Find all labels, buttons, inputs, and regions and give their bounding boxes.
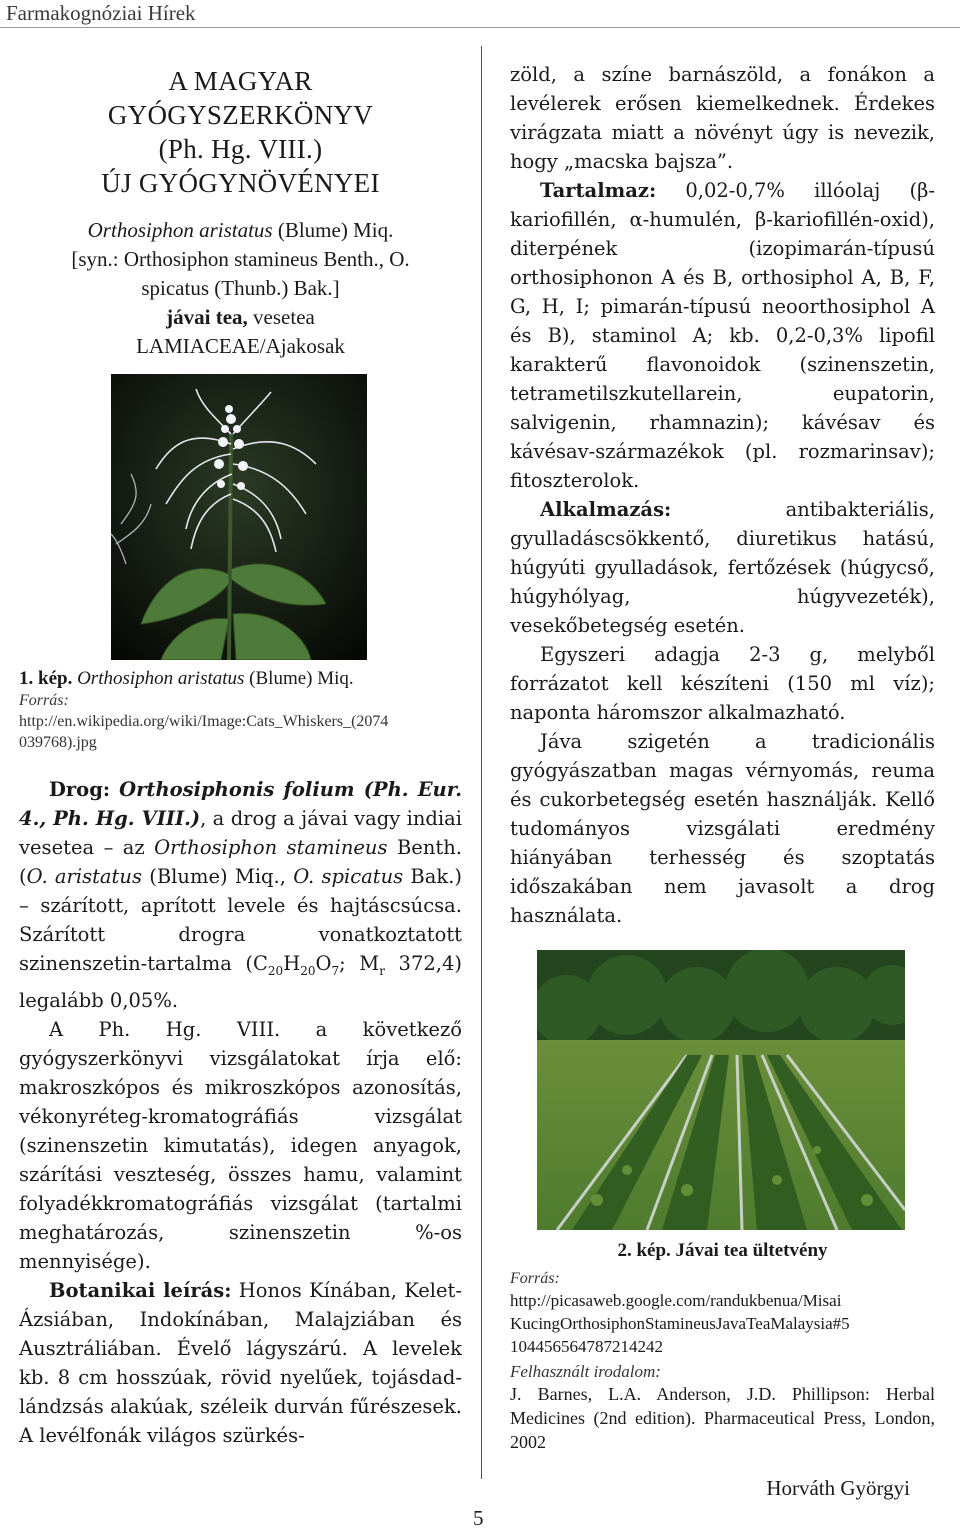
title-line: A MAGYAR — [168, 66, 313, 96]
title-line: ÚJ GYÓGYNÖVÉNYEI — [101, 168, 380, 198]
drug-paragraph — [19, 775, 462, 1015]
figure-1-caption — [19, 668, 462, 690]
usage-paragraph — [510, 495, 935, 640]
figure-1-source — [19, 690, 462, 753]
figure-1-author: (Blume) Miq. — [249, 668, 354, 689]
common-name: jávai tea, — [166, 305, 248, 329]
formula-o: O — [315, 952, 332, 975]
drug-text: Benth. ( — [19, 836, 462, 888]
figure-2-source — [510, 1266, 935, 1358]
pharmacopoeia-paragraph: A Ph. Hg. VIII. a következő gyógyszerkönyvi vizsgálatokat írja elő: makroszkópos és mikroszkópos azonosítás, vékonyréteg-kromatográfiás vizsgálat (szinenszetin kimutatás), idegen anyagok, szárítási veszteség, összes hamu, valamint folyadékkromatográfiás vizsgálat (tartalmi meghatározás, szinenszetin %-os mennyisége). — [19, 1017, 462, 1273]
drug-species: Orthosiphon stamineus — [154, 836, 388, 859]
contents-text: 0,02-0,7% illóolaj (β-kariofillén, α-humulén, β-kariofillén-oxid), diterpének (izopimarán-típusú orthosiphonon A és B, orthosiphol A, B, F, G, H, I; pimarán-típusú neoorthosiphol A és B), staminol A; kb. 0,2-0,3% lipofil karakterű flavonoidok (szinenszetin, tetrametilszkutellarein, eupatorin, salvigenin, rhamnazin); kávésav és kávésav-származékok (pl. rozmarinsav); fitoszterolok. — [510, 179, 935, 492]
plant-latin-name: Orthosiphon aristatus — [87, 218, 273, 242]
running-header — [0, 0, 960, 27]
figure-2-caption: 2. kép. Jávai tea ültetvény — [617, 1240, 828, 1261]
figure-1-label: 1. kép. — [19, 668, 73, 689]
drug-species: O. spicatus — [293, 865, 404, 888]
formula-sub: r — [379, 963, 385, 978]
java-paragraph: Jáva szigetén a tradicionális gyógyászatban magas vérnyomás, reuma és cukorbetegség esetén használják. Kellő tudományos vizsgálati eredmény hiányában terhesség és szoptatás időszakában nem javasolt a drog használata. — [510, 730, 935, 927]
source-label: Forrás: — [510, 1270, 560, 1287]
page-number: 5 — [473, 1506, 484, 1530]
figure-1-species: Orthosiphon aristatus — [77, 668, 245, 689]
plant-reference — [19, 216, 462, 361]
drug-label: Drog: — [49, 778, 120, 801]
drug-text: Bak.) – szárított, aprított levele és hajtáscsúcsa. Szárított drogra vonatkoztatott szinenszetin-tartalma (C — [19, 865, 463, 975]
title-line: (Ph. Hg. VIII.) — [158, 134, 323, 164]
formula-sub: 7 — [331, 963, 340, 978]
formula-h: H — [283, 952, 301, 975]
usage-label: Alkalmazás: — [540, 498, 672, 521]
header-rule — [0, 27, 960, 28]
source-label: Forrás: — [19, 692, 69, 709]
drug-text: (Blume) Miq., — [141, 865, 294, 888]
plant-family: LAMIACEAE/Ajakosak — [136, 334, 345, 358]
journal-title: Farmakognóziai Hírek — [6, 1, 196, 25]
synonyms-line: spicatus (Thunb.) Bak.] — [141, 276, 340, 300]
botanical-continued: zöld, a színe barnászöld, a fonákon a levélerek erősen kiemelkednek. Érdekes virágzata miatt a növényt úgy is nevezik, hogy „macska bajsza”. — [510, 63, 935, 173]
source-url: 039768).jpg — [19, 734, 97, 751]
literature-heading: Felhasznált irodalom: — [510, 1362, 661, 1381]
botanical-text: Honos Kínában, Kelet-Ázsiában, Indokínában, Malajziában és Ausztráliában. Évelő lágyszárú. A levelek kb. 8 cm hosszúak, rövid nyelűek, tojásdad-lándzsás alakúak, széleik durván fűrészesek. A levélfonák világos szürkés- — [19, 1278, 462, 1447]
drug-name: Orthosiphonis folium (Ph. Eur. 4., Ph. Hg. VIII.) — [19, 778, 463, 830]
literature-reference: J. Barnes, L.A. Anderson, J.D. Phillipson: Herbal Medicines (2nd edition). Pharmaceutical Press, London, 2002 — [510, 1384, 935, 1452]
synonyms-line: [syn.: Orthosiphon stamineus Benth., O. — [71, 247, 410, 271]
java-tea-plantation-photo — [537, 950, 905, 1230]
plant-author: (Blume) Miq. — [277, 218, 394, 242]
formula-sub: 20 — [267, 963, 284, 978]
article-author: Horváth Györgyi — [766, 1476, 910, 1500]
source-url: http://picasaweb.google.com/randukbenua/Misai KucingOrthosiphonStamineusJavaTeaMalaysia#5 104456564787214242 — [510, 1291, 850, 1356]
right-column — [510, 60, 935, 1501]
article-title — [19, 64, 462, 200]
botanical-label: Botanikai leírás: — [49, 1278, 232, 1302]
drug-species: O. aristatus — [26, 865, 142, 888]
literature-label — [510, 1361, 935, 1382]
dosage-paragraph: Egyszeri adagja 2-3 g, melyből forrázatot kell készíteni (150 ml víz); naponta háromszor alkalmazható. — [510, 643, 935, 724]
drug-text: , a drog a jávai vagy indiai vesetea – az — [19, 807, 462, 859]
usage-text: antibakteriális, gyulladáscsökkentő, diuretikus hatású, húgyúti gyulladások, fertőzések (húgycső, húgyhólyag, húgyvezeték), vesekőbetegség esetén. — [510, 498, 935, 637]
column-divider — [481, 46, 482, 1479]
common-name-2: vesetea — [253, 305, 315, 329]
formula-mr: ; M — [339, 952, 380, 975]
left-column — [19, 64, 462, 1450]
source-url: http://en.wikipedia.org/wiki/Image:Cats_Whiskers_(2074 — [19, 713, 389, 730]
contents-label: Tartalmaz: — [540, 179, 657, 202]
formula-sub: 20 — [300, 963, 316, 978]
title-line: GYÓGYSZERKÖNYV — [107, 100, 374, 130]
botanical-paragraph — [19, 1276, 462, 1450]
contents-paragraph — [510, 176, 935, 495]
orthosiphon-flower-photo — [111, 374, 367, 660]
drug-text: 372,4) legalább 0,05%. — [19, 952, 462, 1012]
